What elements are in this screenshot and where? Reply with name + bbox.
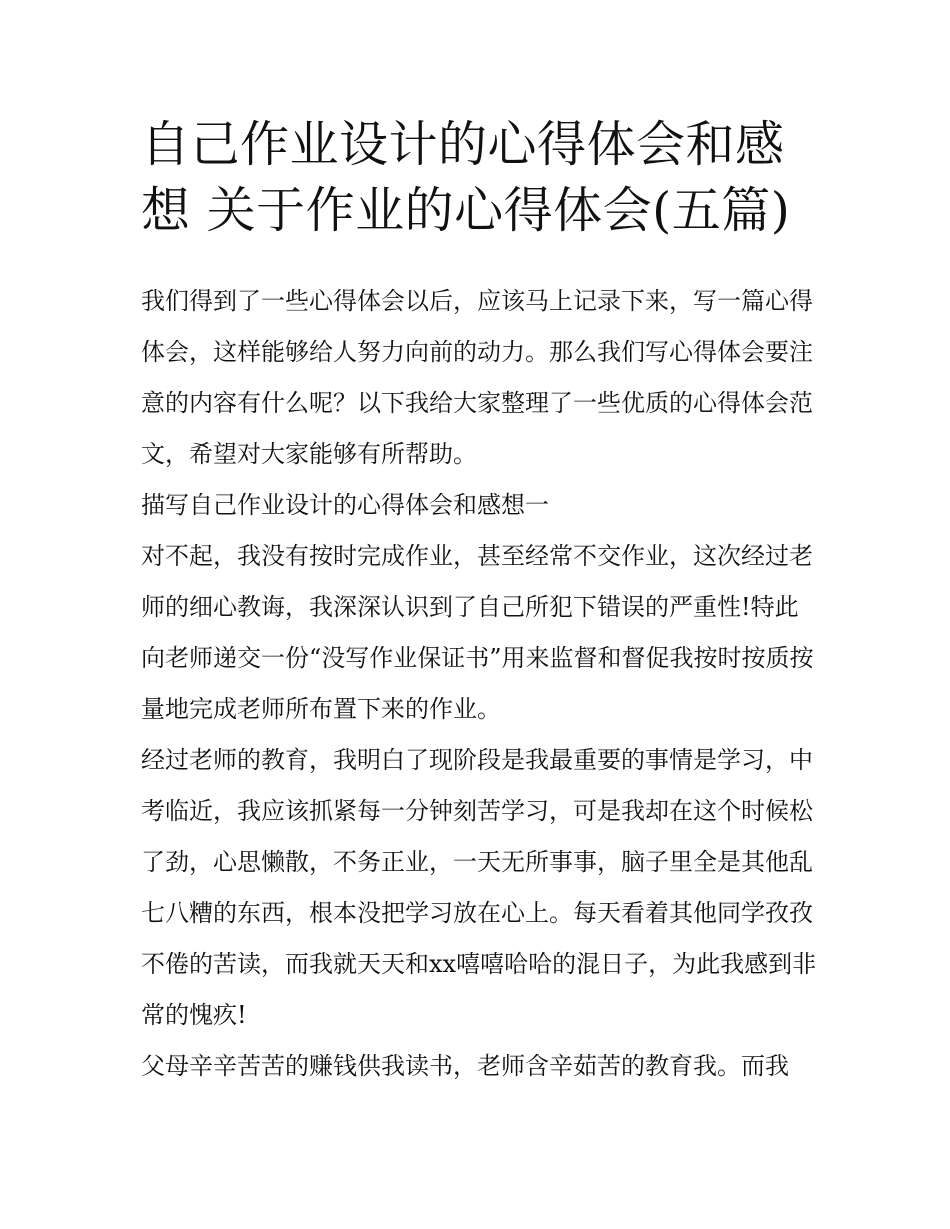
paragraph: 父母辛辛苦苦的赚钱供我读书，老师含辛茹苦的教育我。而我	[141, 1052, 789, 1080]
paragraph: 经过老师的教育，我明白了现阶段是我最重要的事情是学习，中考临近，我应该抓紧每一分钟刻苦学习，可是我却在这个时候松了劲，心思懒散，不务正业，一天无所事事，脑子里全是其他乱七八糟的东西，根本没把学习放在心上。每天看着其他同学孜孜不倦的苦读，而我就天天和xx嘻嘻哈哈的混日子，为此我感到非常的愧疚!	[141, 746, 817, 1029]
paragraph-intro: 我们得到了一些心得体会以后，应该马上记录下来，写一篇心得体会，这样能够给人努力向前的动力。那么我们写心得体会要注意的内容有什么呢？以下我给大家整理了一些优质的心得体会范文，希望对大家能够有所帮助。	[141, 287, 813, 468]
document-title: 自己作业设计的心得体会和感想 关于作业的心得体会(五篇)	[141, 116, 791, 239]
paragraph: 对不起，我没有按时完成作业，甚至经常不交作业，这次经过老师的细心教诲，我深深认识到了自己所犯下错误的严重性!特此向老师递交一份“没写作业保证书”用来监督和督促我按时按质按量地完成老师所布置下来的作业。	[141, 542, 814, 723]
document-body	[141, 276, 821, 1092]
section-heading: 描写自己作业设计的心得体会和感想一	[141, 491, 549, 519]
